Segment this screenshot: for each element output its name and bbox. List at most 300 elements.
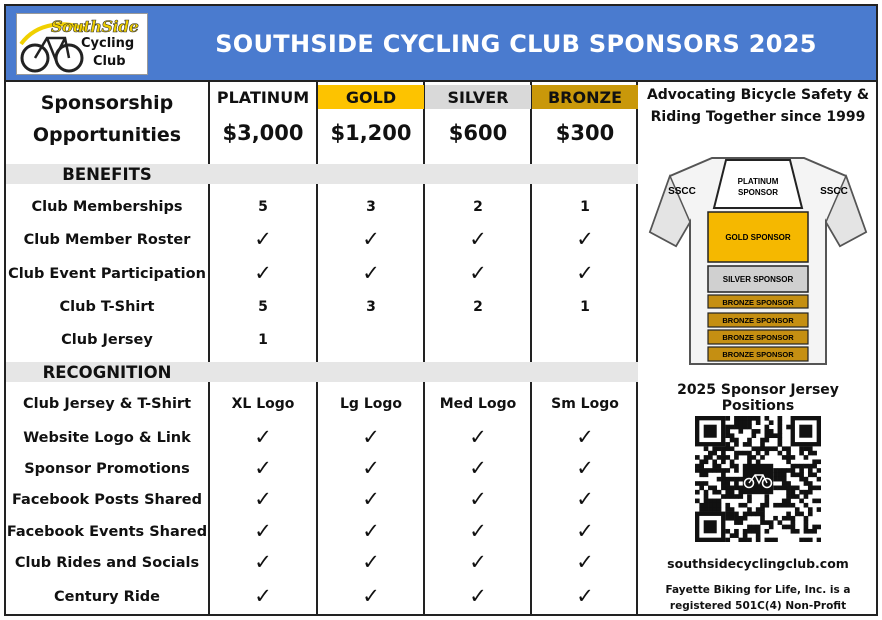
qr-module [808,529,813,534]
jersey-sleeve-left: SSCC [668,186,696,197]
qr-module [765,520,770,525]
qr-module [704,472,709,477]
qr-module [734,477,739,482]
qr-module [743,451,748,456]
qr-module [791,525,796,530]
row-label: Club Event Participation [8,265,206,282]
qr-module [725,468,730,473]
qr-module [782,486,787,491]
qr-module [734,451,739,456]
checkmark-icon: ✓ [362,227,380,251]
checkmark-icon: ✓ [254,584,272,608]
qr-module [804,538,809,542]
qr-module [725,503,730,508]
qr-module [712,499,717,504]
tagline-line-2: Riding Together since 1999 [650,109,866,125]
checkmark-icon: ✓ [254,456,272,480]
qr-module [760,446,765,451]
qr-module [791,520,796,525]
row-value [532,323,638,356]
qr-module [778,451,783,456]
qr-module [804,494,809,499]
qr-module [725,538,730,542]
qr-module [734,529,739,534]
qr-module [751,433,756,438]
qr-module [725,425,730,430]
qr-module [743,416,748,421]
qr-module [734,442,739,447]
row-value: 2 [473,198,483,215]
qr-module [760,438,765,443]
qr-module [734,512,739,517]
qr-module [704,481,709,486]
qr-module [747,425,752,430]
qr-module [773,538,778,542]
qr-module [812,464,817,469]
qr-module [734,464,739,469]
qr-module [756,446,761,451]
checkmark-icon: ✓ [254,487,272,511]
qr-module [725,486,730,491]
qr-module [738,451,743,456]
qr-module [743,516,748,521]
qr-module [730,512,735,517]
qr-module [730,490,735,495]
qr-module [751,416,756,421]
logo-text-club: Club [93,54,126,69]
right-panel [640,82,876,616]
qr-module [778,442,783,447]
qr-module [717,490,722,495]
qr-module [734,494,739,499]
qr-module [817,538,821,542]
qr-module [791,529,796,534]
qr-module [730,486,735,491]
qr-module [808,538,813,542]
qr-module [765,499,770,504]
checkmark-icon: ✓ [576,487,594,511]
qr-module [791,468,796,473]
qr-module [791,472,796,477]
checkmark-icon: ✓ [362,261,380,285]
checkmark-icon: ✓ [254,227,272,251]
qr-module [769,520,774,525]
row-value: XL Logo [231,395,295,412]
qr-module [725,433,730,438]
qr-module [782,503,787,508]
qr-module [769,446,774,451]
tier-price-bronze: $300 [555,121,615,145]
qr-module [799,446,804,451]
qr-module [743,425,748,430]
qr-module [786,503,791,508]
qr-module [760,512,765,517]
qr-module [812,472,817,477]
qr-module [786,525,791,530]
checkmark-icon: ✓ [362,519,380,543]
qr-module [786,499,791,504]
qr-module [738,503,743,508]
qr-module [734,520,739,525]
row-label: Sponsor Promotions [24,460,190,477]
qr-module [751,429,756,434]
qr-module [730,516,735,521]
qr-module [778,438,783,443]
tier-price-gold: $1,200 [330,121,412,145]
qr-module [721,486,726,491]
qr-module [817,499,821,504]
qr-module [778,429,783,434]
qr-module [786,468,791,473]
qr-module [730,464,735,469]
qr-module [712,459,717,464]
qr-module [795,486,800,491]
header-banner [6,6,876,82]
row-value: 5 [258,198,268,215]
qr-module [708,468,713,473]
qr-module [765,446,770,451]
qr-module [778,503,783,508]
tier-name-gold: GOLD [318,85,424,109]
row-value: Lg Logo [340,395,402,412]
qr-module [717,455,722,460]
qr-module [730,433,735,438]
qr-module [730,425,735,430]
qr-module [808,451,813,456]
qr-module [817,525,821,530]
qr-module [756,507,761,512]
qr-module [808,486,813,491]
checkmark-icon: ✓ [576,261,594,285]
qr-module [712,446,717,451]
qr-module [738,486,743,491]
qr-module [799,451,804,456]
qr-module [756,512,761,517]
qr-module [791,486,796,491]
qr-finder-core [799,425,812,438]
qr-module [743,533,748,538]
qr-module [717,446,722,451]
qr-module [804,516,809,521]
qr-module [808,512,813,517]
qr-module [786,494,791,499]
qr-module [804,520,809,525]
qr-module [721,455,726,460]
qr-module [743,529,748,534]
qr-module [782,481,787,486]
qr-module [712,486,717,491]
heading-sponsorship: Sponsorship [40,92,174,114]
recognition-heading: RECOGNITION [42,362,172,382]
qr-module [782,472,787,477]
logo-text-cycling: Cycling [81,36,135,51]
qr-module [817,459,821,464]
row-label: Club Jersey & T-Shirt [23,395,191,412]
qr-module [791,516,796,521]
qr-module [747,512,752,517]
benefits-heading: BENEFITS [62,164,152,184]
qr-module [760,503,765,508]
row-label: Club Memberships [31,198,183,215]
qr-module [817,468,821,473]
checkmark-icon: ✓ [576,584,594,608]
qr-module [751,446,756,451]
qr-module [782,477,787,482]
qr-module [795,494,800,499]
qr-module [743,512,748,517]
qr-module [804,464,809,469]
qr-module [712,490,717,495]
qr-module [782,446,787,451]
qr-module [782,455,787,460]
qr-module [747,499,752,504]
qr-module [804,525,809,530]
qr-module [738,416,743,421]
qr-module [725,429,730,434]
qr-module [734,420,739,425]
qr-module [765,429,770,434]
qr-module [704,507,709,512]
checkmark-icon: ✓ [362,550,380,574]
qr-module [804,529,809,534]
checkmark-icon: ✓ [362,584,380,608]
row-value: 1 [580,198,590,215]
qr-module [721,472,726,477]
qr-module [738,420,743,425]
checkmark-icon: ✓ [576,227,594,251]
qr-module [778,477,783,482]
qr-module [795,472,800,477]
checkmark-icon: ✓ [469,456,487,480]
qr-module [699,464,704,469]
qr-module [786,512,791,517]
qr-module [721,446,726,451]
qr-module [817,507,821,512]
qr-module [695,468,700,473]
qr-module [717,477,722,482]
qr-module [751,529,756,534]
qr-module [812,499,817,504]
checkmark-icon: ✓ [469,487,487,511]
qr-module [791,503,796,508]
qr-module [725,481,730,486]
qr-module [725,446,730,451]
checkmark-icon: ✓ [469,261,487,285]
qr-module [791,494,796,499]
qr-module [808,446,813,451]
qr-module [721,477,726,482]
jersey-sleeve-right: SSCC [820,186,848,197]
qr-module [704,494,709,499]
qr-module [782,525,787,530]
qr-module [734,438,739,443]
qr-module [738,477,743,482]
qr-module [725,512,730,517]
checkmark-icon: ✓ [254,261,272,285]
tier-name-silver: SILVER [425,85,531,109]
qr-module [704,459,709,464]
qr-module [747,416,752,421]
row-label: Club T-Shirt [59,298,155,315]
qr-module [769,538,774,542]
qr-module [756,459,761,464]
qr-module [782,516,787,521]
qr-module [712,503,717,508]
qr-module [778,420,783,425]
row-value: 3 [366,298,376,315]
qr-module [721,468,726,473]
qr-module [760,520,765,525]
qr-module [773,472,778,477]
qr-module [760,455,765,460]
qr-module [730,477,735,482]
qr-module [704,455,709,460]
jersey-bronze-label-2: BRONZE SPONSOR [722,316,794,325]
qr-module [695,499,700,504]
qr-module [747,451,752,456]
qr-module [734,455,739,460]
qr-module [808,464,813,469]
jersey-bronze-label-3: BRONZE SPONSOR [722,333,794,342]
qr-module [699,472,704,477]
qr-module [738,516,743,521]
qr-module [808,490,813,495]
qr-module [695,490,700,495]
qr-module [804,477,809,482]
checkmark-icon: ✓ [576,519,594,543]
qr-module [773,477,778,482]
qr-module [756,525,761,530]
qr-module [778,416,783,421]
qr-module [786,486,791,491]
row-label: Club Member Roster [23,231,191,248]
row-value: Sm Logo [551,395,619,412]
qr-module [747,459,752,464]
checkmark-icon: ✓ [469,227,487,251]
qr-module [756,429,761,434]
qr-module [734,516,739,521]
qr-module [712,464,717,469]
qr-code[interactable] [695,416,821,542]
jersey-diagram [646,142,870,378]
qr-module [760,507,765,512]
qr-module [786,451,791,456]
website-link[interactable]: southsidecyclingclub.com [667,556,849,571]
qr-module [808,507,813,512]
qr-module [808,481,813,486]
checkmark-icon: ✓ [469,550,487,574]
tier-name-bronze: BRONZE [532,85,638,109]
qr-module [799,538,804,542]
tier-price-silver: $600 [448,121,508,145]
qr-module [786,490,791,495]
qr-module [778,425,783,430]
qr-module [782,468,787,473]
qr-module [756,451,761,456]
qr-module [721,459,726,464]
qr-module [756,529,761,534]
row-label: Facebook Posts Shared [11,491,202,508]
heading-opportunities: Opportunities [32,124,182,146]
jersey-gold-label: GOLD SPONSOR [725,233,791,242]
qr-module [799,464,804,469]
qr-module [812,486,817,491]
qr-module [747,442,752,447]
qr-module [730,507,735,512]
qr-module [734,481,739,486]
checkmark-icon: ✓ [254,519,272,543]
qr-module [695,481,700,486]
qr-module [699,507,704,512]
qr-module [812,459,817,464]
qr-module [765,503,770,508]
checkmark-icon: ✓ [362,456,380,480]
row-value [318,323,424,356]
qr-module [791,490,796,495]
qr-module [773,468,778,473]
qr-module [738,538,743,542]
checkmark-icon: ✓ [254,550,272,574]
qr-module [786,425,791,430]
qr-module [699,481,704,486]
qr-finder-core [704,520,717,533]
qr-module [747,538,752,542]
qr-module [712,507,717,512]
qr-module [786,516,791,521]
qr-module [808,472,813,477]
qr-module [786,481,791,486]
qr-module [717,507,722,512]
qr-module [773,446,778,451]
qr-module [799,477,804,482]
qr-module [804,446,809,451]
qr-module [769,420,774,425]
qr-module [734,468,739,473]
club-logo [16,13,148,75]
tier-price-platinum: $3,000 [222,121,304,145]
qr-module [773,433,778,438]
qr-module [699,503,704,508]
row-value: 3 [366,198,376,215]
tagline-line-1: Advocating Bicycle Safety & [646,87,870,103]
qr-module [760,516,765,521]
qr-module [704,446,709,451]
qr-module [778,520,783,525]
qr-module [730,494,735,499]
qr-module [717,468,722,473]
qr-module [730,459,735,464]
row-value: Med Logo [439,395,517,412]
jersey-bronze-label-1: BRONZE SPONSOR [722,298,794,307]
qr-module [769,429,774,434]
qr-module [708,455,713,460]
qr-module [769,433,774,438]
qr-module [708,507,713,512]
qr-module [791,455,796,460]
qr-module [799,472,804,477]
row-value [425,323,531,356]
qr-module [738,425,743,430]
qr-module [799,490,804,495]
qr-module [786,459,791,464]
qr-module [717,464,722,469]
qr-module [756,533,761,538]
qr-module [725,455,730,460]
qr-module [695,464,700,469]
qr-module [795,464,800,469]
qr-module [765,425,770,430]
qr-module [747,529,752,534]
